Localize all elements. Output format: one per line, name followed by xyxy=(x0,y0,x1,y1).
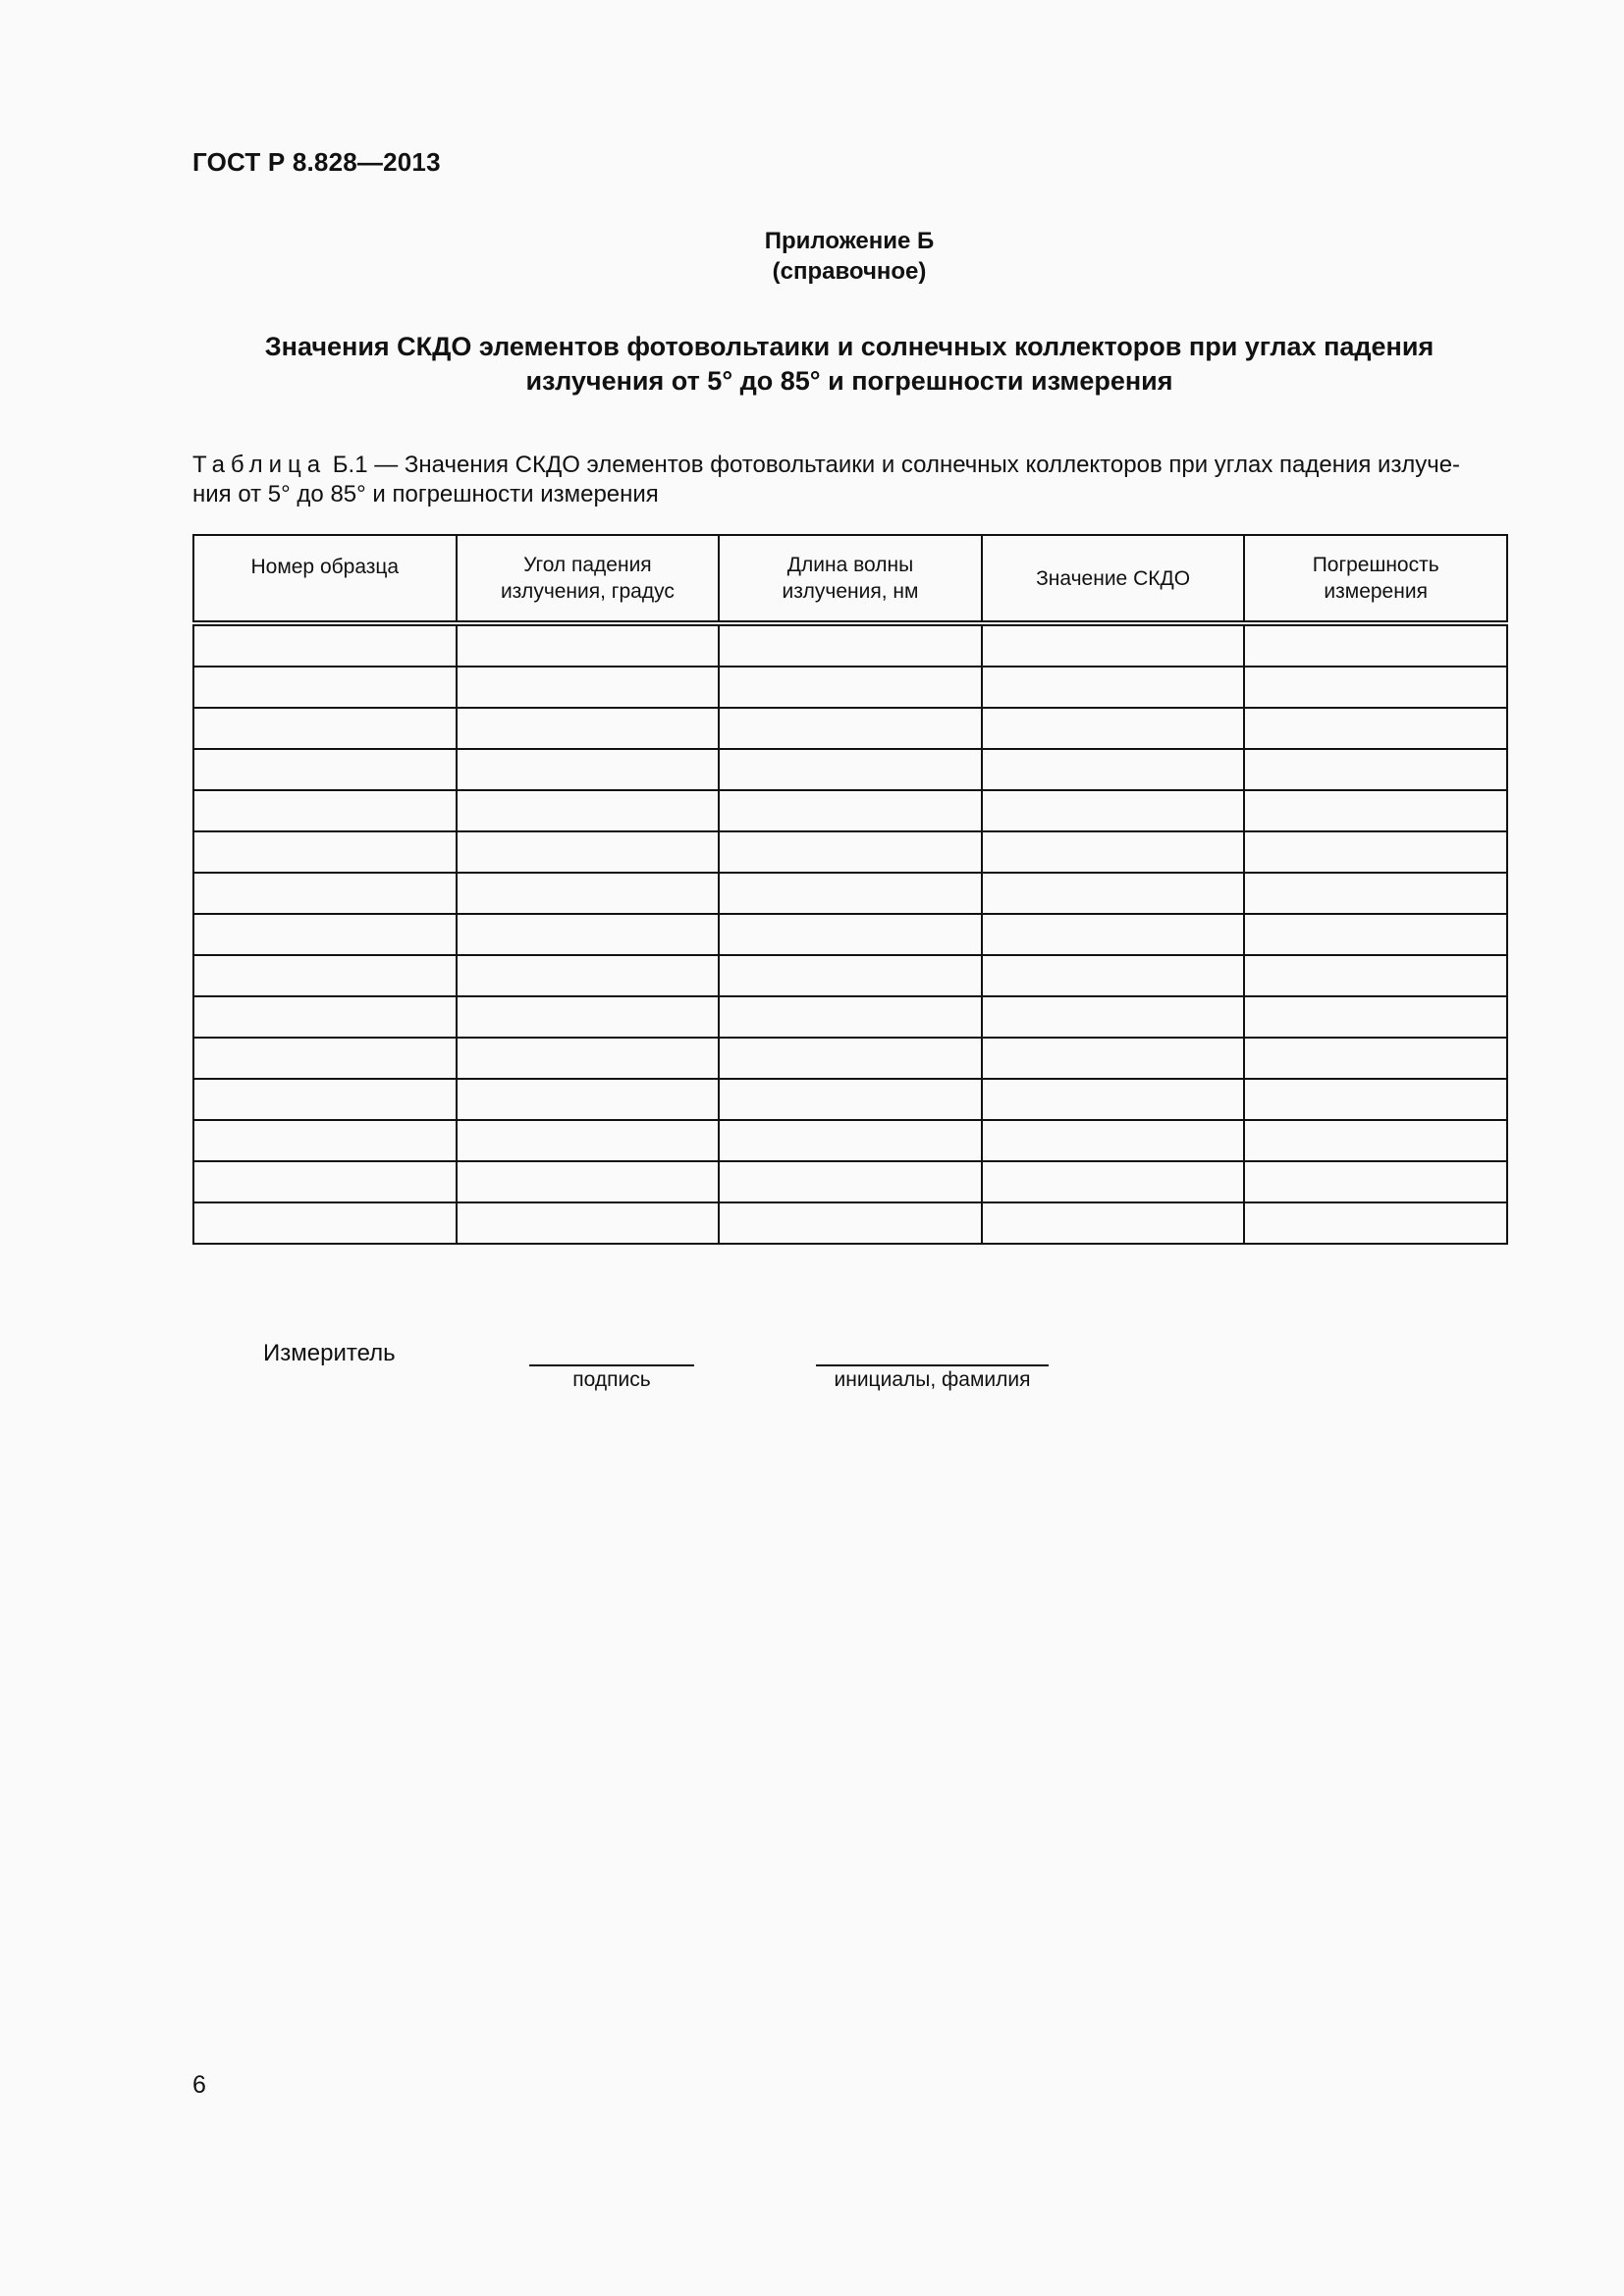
table-cell xyxy=(457,708,720,749)
table-caption-dash: — xyxy=(374,452,399,478)
table-cell xyxy=(982,623,1245,667)
table-row xyxy=(193,667,1507,708)
table-cell xyxy=(982,1161,1245,1202)
table-cell xyxy=(193,955,457,996)
table-cell xyxy=(457,914,720,955)
table-row xyxy=(193,749,1507,790)
table-cell xyxy=(719,1161,982,1202)
table-row xyxy=(193,1038,1507,1079)
table-cell xyxy=(719,1038,982,1079)
appendix-heading xyxy=(0,226,1624,287)
header-line: измерения xyxy=(1324,580,1428,603)
table-cell xyxy=(457,1161,720,1202)
section-title-line-2: излучения от 5° до 85° и погрешности измерения xyxy=(525,366,1173,396)
table-cell xyxy=(1244,790,1507,831)
appendix-label: Приложение Б xyxy=(764,228,935,254)
table-row xyxy=(193,1120,1507,1161)
table-row xyxy=(193,873,1507,914)
table-cell xyxy=(719,955,982,996)
table-cell xyxy=(982,873,1245,914)
table-row xyxy=(193,996,1507,1038)
name-hint: инициалы, фамилия xyxy=(834,1368,1031,1391)
appendix-kind: (справочное) xyxy=(772,258,927,285)
table-cell xyxy=(1244,749,1507,790)
table-cell xyxy=(457,873,720,914)
table-row xyxy=(193,955,1507,996)
table-cell xyxy=(457,790,720,831)
table-cell xyxy=(457,749,720,790)
table-cell xyxy=(193,623,457,667)
table-cell xyxy=(1244,831,1507,873)
table-cell xyxy=(1244,914,1507,955)
table-cell xyxy=(719,873,982,914)
measurement-table xyxy=(192,534,1508,1245)
table-cell xyxy=(1244,708,1507,749)
table-cell xyxy=(719,1120,982,1161)
table-cell xyxy=(193,873,457,914)
table-cell xyxy=(193,667,457,708)
document-code: ГОСТ Р 8.828—2013 xyxy=(192,147,441,177)
table-cell xyxy=(719,1079,982,1120)
header-line: Номер образца xyxy=(250,556,400,578)
table-cell xyxy=(1244,1202,1507,1244)
table-caption-line-1: Значения СКДО элементов фотовольтаики и солнечных коллекторов при углах падения излуче- xyxy=(404,452,1461,478)
table-cell xyxy=(193,1202,457,1244)
table-cell xyxy=(982,790,1245,831)
table-row xyxy=(193,623,1507,667)
table-row xyxy=(193,1202,1507,1244)
table-cell xyxy=(982,914,1245,955)
section-title xyxy=(196,330,1502,399)
table-cell xyxy=(719,996,982,1038)
table-cell xyxy=(457,1038,720,1079)
header-sample-number xyxy=(193,535,457,623)
table-cell xyxy=(719,790,982,831)
table-cell xyxy=(982,1038,1245,1079)
table-cell xyxy=(1244,1161,1507,1202)
table-cell xyxy=(982,831,1245,873)
table-cell xyxy=(1244,1038,1507,1079)
table-row xyxy=(193,1079,1507,1120)
table-cell xyxy=(719,914,982,955)
table-cell xyxy=(982,1202,1245,1244)
table-cell xyxy=(457,1120,720,1161)
table-cell xyxy=(1244,996,1507,1038)
table-cell xyxy=(193,914,457,955)
table-cell xyxy=(193,996,457,1038)
table-cell xyxy=(457,831,720,873)
table-cell xyxy=(457,623,720,667)
header-error xyxy=(1244,535,1507,623)
table-cell xyxy=(1244,1079,1507,1120)
table-caption-number: Б.1 xyxy=(332,452,368,478)
page-number: 6 xyxy=(192,2071,206,2099)
table-cell xyxy=(719,708,982,749)
table-cell xyxy=(719,831,982,873)
table-cell xyxy=(193,708,457,749)
table-cell xyxy=(982,1120,1245,1161)
table-cell xyxy=(193,1038,457,1079)
table-cell xyxy=(982,955,1245,996)
table-cell xyxy=(193,1079,457,1120)
table-cell xyxy=(193,831,457,873)
table-row xyxy=(193,790,1507,831)
table-caption-prefix: Таблица xyxy=(192,452,327,478)
table-row xyxy=(193,1161,1507,1202)
header-line: Угол падения xyxy=(523,554,652,576)
table-cell xyxy=(457,996,720,1038)
header-incidence-angle xyxy=(457,535,720,623)
table-body xyxy=(193,623,1507,1244)
table-cell xyxy=(193,1120,457,1161)
signature-hint: подпись xyxy=(572,1368,651,1391)
table-caption xyxy=(192,451,1508,509)
table-cell xyxy=(457,1202,720,1244)
table-cell xyxy=(457,667,720,708)
header-skdo-value xyxy=(982,535,1245,623)
header-line: излучения, нм xyxy=(782,580,919,603)
table-cell xyxy=(982,667,1245,708)
table-cell xyxy=(457,1079,720,1120)
table-cell xyxy=(719,667,982,708)
table-cell xyxy=(1244,1120,1507,1161)
table-cell xyxy=(982,996,1245,1038)
signature-line xyxy=(529,1364,694,1366)
table-cell xyxy=(982,749,1245,790)
table-cell xyxy=(1244,623,1507,667)
header-wavelength xyxy=(719,535,982,623)
table-cell xyxy=(982,1079,1245,1120)
header-line: Значение СКДО xyxy=(1036,566,1191,590)
table-cell xyxy=(193,1161,457,1202)
table-row xyxy=(193,708,1507,749)
table-cell xyxy=(1244,667,1507,708)
table-caption-line-2: ния от 5° до 85° и погрешности измерения xyxy=(192,481,659,507)
header-line: излучения, градус xyxy=(500,580,675,603)
table-cell xyxy=(719,623,982,667)
table-cell xyxy=(1244,873,1507,914)
table-row xyxy=(193,914,1507,955)
table-cell xyxy=(1244,955,1507,996)
table-cell xyxy=(982,708,1245,749)
table-header-row xyxy=(193,535,1507,623)
table-cell xyxy=(193,790,457,831)
table-cell xyxy=(719,749,982,790)
table-cell xyxy=(457,955,720,996)
table-cell xyxy=(719,1202,982,1244)
header-line: Длина волны xyxy=(786,554,914,576)
table-row xyxy=(193,831,1507,873)
section-title-line-1: Значения СКДО элементов фотовольтаики и солнечных коллекторов при углах падения xyxy=(264,332,1435,361)
signature-label: Измеритель xyxy=(263,1340,396,1366)
header-line: Погрешность xyxy=(1312,554,1439,576)
name-line xyxy=(816,1364,1049,1366)
table-cell xyxy=(193,749,457,790)
